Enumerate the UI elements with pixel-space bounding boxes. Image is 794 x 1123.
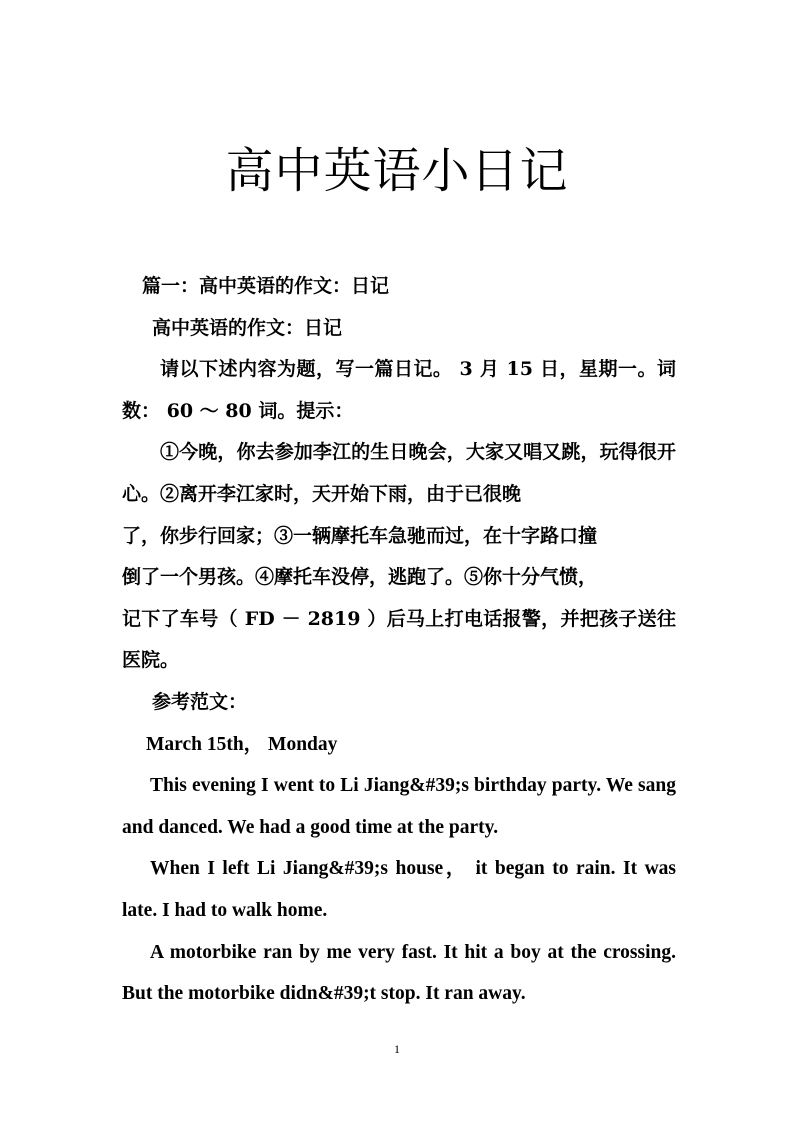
diary-paragraph: This evening I went to Li Jiang&#39;s birthday party. We sang and danced. We had a good time at the party.	[122, 775, 676, 838]
document-body	[122, 266, 676, 1015]
essay-heading: 高中英语的作文：日记	[152, 316, 343, 339]
diary-paragraph: A motorbike ran by me very fast. It hit a boy at the crossing. But the motorbike didn&#39;t stop. It ran away.	[122, 941, 676, 1005]
hint-line: 了，你步行回家；③一辆摩托车急驰而过，在十字路口撞	[122, 524, 598, 547]
hint-line: 倒了一个男孩。④摩托车没停，逃跑了。⑤你十分气愤，	[122, 566, 598, 589]
document-title: 高中英语小日记	[225, 143, 569, 199]
page-number: 1	[394, 1042, 400, 1056]
diary-date: March 15th， Monday	[146, 733, 338, 755]
sample-label: 参考范文：	[152, 690, 248, 713]
hint-line: 记下了车号（ FD － 2819 ）后马上打电话报警，并把孩子送往医院。	[122, 607, 676, 672]
essay-prompt: 请以下述内容为题，写一篇日记。 3 月 15 日，星期一。词数： 60 ～ 80 词。提示：	[122, 358, 676, 422]
diary-paragraph: When I left Li Jiang&#39;s house， it began to rain. It was late. I had to walk home.	[122, 858, 676, 921]
hint-line: ①今晚，你去参加李江的生日晚会，大家又唱又跳，玩得很开心。②离开李江家时，天开始下雨，由于已很晚	[122, 441, 676, 505]
section-heading: 篇一：高中英语的作文：日记	[142, 275, 390, 297]
